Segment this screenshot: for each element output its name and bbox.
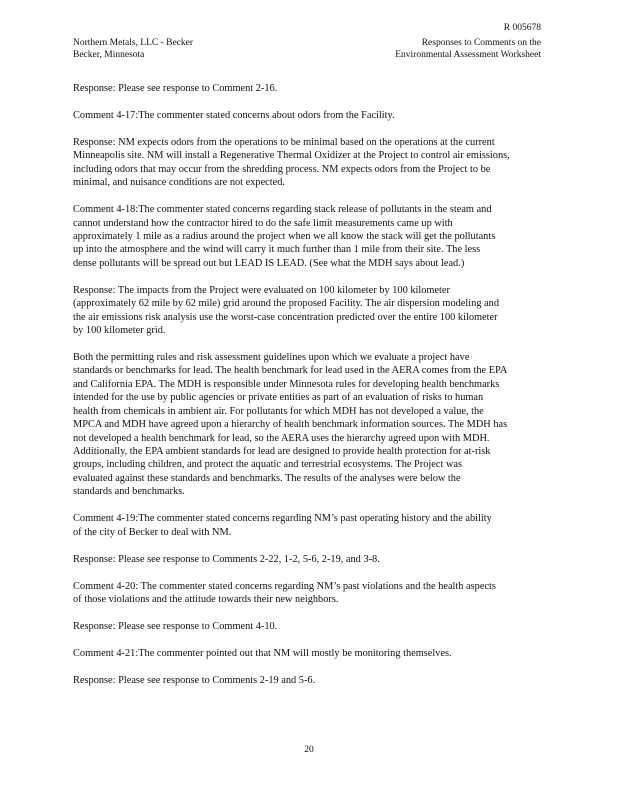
text-line: evaluated against these standards and benchmarks. The results of the analyses were below the [73, 472, 461, 484]
text-line: approximately 1 mile as a radius around the project when we all know the stack will get the pollutants [73, 231, 496, 243]
text-line: by 100 kilometer grid. [73, 325, 166, 337]
text-line: minimal, and nuisance conditions are not expected. [73, 177, 285, 189]
paragraph [73, 109, 551, 122]
page-number: 20 [304, 745, 314, 755]
paragraph [73, 580, 551, 607]
header-title-line-1: Responses to Comments on the [421, 38, 541, 48]
text-line: of the city of Becker to deal with NM. [73, 526, 232, 538]
paragraph [73, 82, 551, 95]
text-line: Response: Please see response to Comments 2-19 and 5-6. [73, 674, 316, 686]
text-line: MPCA and MDH have agreed upon a hierarchy of health benchmark information sources. The MDH has [73, 419, 508, 431]
text-line: groups, including children, and protect the aquatic and terrestrial ecosystems. The Project was [73, 459, 463, 471]
text-line: standards or benchmarks for lead. The health benchmark for lead used in the AERA comes from the EPA [73, 365, 508, 377]
text-line: and California EPA. The MDH is responsible under Minnesota rules for developing health benchmarks [73, 378, 500, 390]
text-line: Comment 4-20: The commenter stated concerns regarding NM’s past violations and the health aspects [73, 580, 496, 592]
text-line: not developed a health benchmark for lead, so the AERA uses the hierarchy agreed upon with MDH. [73, 432, 490, 444]
text-line: of those violations and the attitude towards their new neighbors. [73, 593, 339, 605]
paragraph [73, 647, 551, 660]
document-body [73, 82, 551, 701]
text-line: Comment 4-19:The commenter stated concerns regarding NM’s past operating history and the ability [73, 513, 492, 525]
text-line: Both the permitting rules and risk assessment guidelines upon which we evaluate a project have [73, 352, 470, 364]
paragraph [73, 284, 551, 338]
header-right [0, 37, 541, 61]
header-location: Becker, Minnesota [73, 50, 145, 60]
paragraph [73, 553, 551, 566]
text-line: standards and benchmarks. [73, 486, 185, 498]
text-line: Response: Please see response to Comment 4-10. [73, 620, 278, 632]
header-title-line-2: Environmental Assessment Worksheet [395, 50, 541, 60]
text-line: Additionally, the EPA ambient standards for lead are designed to provide health protection for at-risk [73, 445, 491, 457]
text-line: Response: Please see response to Comment 2-16. [73, 83, 278, 94]
text-line: Response: The impacts from the Project were evaluated on 100 kilometer by 100 kilometer [73, 284, 450, 296]
text-line: Comment 4-17:The commenter stated concerns about odors from the Facility. [73, 110, 395, 121]
text-line: Response: Please see response to Comments 2-22, 1-2, 5-6, 2-19, and 3-8. [73, 553, 380, 565]
text-line: Minneapolis site. NM will install a Regenerative Thermal Oxidizer at the Project to control air emissions, [73, 150, 510, 162]
text-line: up into the atmosphere and the wind will carry it much further than 1 mile from their site. The less [73, 244, 481, 256]
text-line: (approximately 62 mile by 62 mile) grid around the proposed Facility. The air dispersion modeling and [73, 298, 500, 310]
paragraph [73, 351, 551, 498]
text-line: cannot understand how the contractor hired to do the safe limit measurements came up with [73, 217, 453, 229]
text-line: intended for the use by public agencies or private entities as part of an evaluation of risks to human [73, 392, 484, 404]
paragraph [73, 620, 551, 633]
paragraph [73, 512, 551, 539]
text-line: Comment 4-18:The commenter stated concerns regarding stack release of pollutants in the steam and [73, 204, 492, 216]
text-line: Response: NM expects odors from the operations to be minimal based on the operations at the current [73, 137, 495, 148]
paragraph [73, 136, 551, 190]
bates-number: R 005678 [503, 23, 541, 33]
paragraph [73, 674, 551, 687]
text-line: dense pollutants will be spread out but LEAD IS LEAD. (See what the MDH says about lead.) [73, 257, 465, 269]
header-company: Northern Metals, LLC - Becker [73, 38, 194, 48]
text-line: the air emissions risk analysis use the worst-case concentration predicted over the entire 100 kilometer [73, 311, 498, 323]
text-line: including odors that may occur from the shredding process. NM expects odors from the Project to be [73, 163, 491, 175]
text-line: health from chemicals in ambient air. For pollutants for which MDH has not developed a value, the [73, 405, 484, 417]
text-line: Comment 4-21:The commenter pointed out that NM will mostly be monitoring themselves. [73, 647, 452, 659]
paragraph [73, 203, 551, 270]
